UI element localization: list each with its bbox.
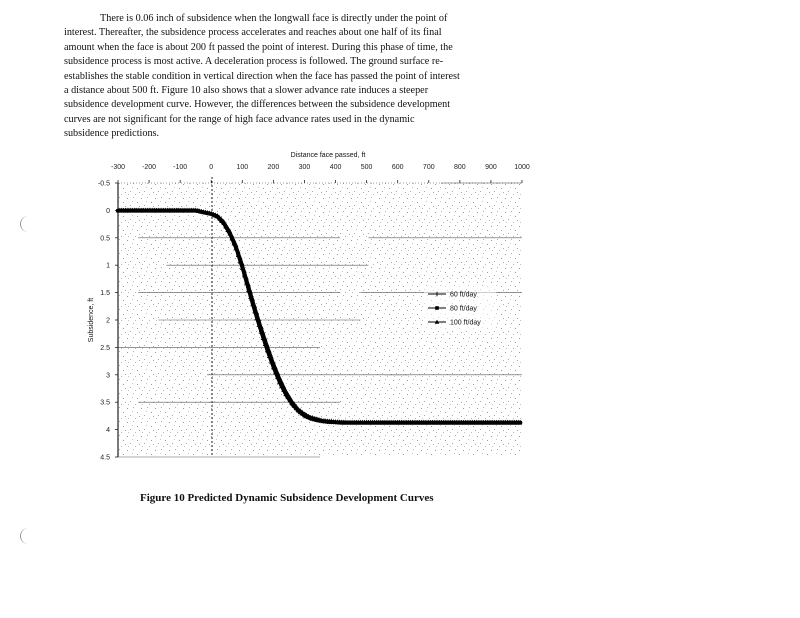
y-tick-label: 1 — [106, 262, 110, 270]
paragraph-line: subsidence predictions. — [64, 128, 160, 140]
y-tick-label: 0.5 — [100, 235, 110, 243]
figure-caption: Figure 10 Predicted Dynamic Subsidence Development Curves — [140, 492, 434, 504]
margin-mark — [20, 528, 33, 544]
paragraph-line: subsidence process is most active. A deceleration process is followed. The ground surface re- — [64, 56, 444, 68]
y-tick-label: 2 — [106, 317, 110, 325]
y-tick-label: -0.5 — [97, 180, 110, 188]
x-tick-label: 1000 — [514, 164, 530, 171]
x-tick-label: 200 — [267, 164, 280, 171]
y-tick-label: 3 — [106, 372, 110, 380]
x-tick-label: 500 — [360, 164, 373, 171]
paragraph-line: curves are not significant for the range of high face advance rates used in the dynamic — [64, 113, 415, 125]
legend-label: 100 ft/day — [450, 319, 481, 327]
x-axis-title: Distance face passed, ft — [290, 152, 366, 159]
x-tick-label: 600 — [391, 164, 404, 171]
x-tick-label: 400 — [329, 164, 342, 171]
y-axis-title: Subsidence, ft — [88, 297, 95, 343]
x-tick-label: 900 — [485, 164, 497, 171]
paragraph-line: establishes the stable condition in vertical direction when the face has passed the point of interest — [64, 70, 460, 82]
paragraph-line: a distance about 500 ft. Figure 10 also shows that a slower advance rate induces a steeper — [64, 85, 429, 97]
y-tick-label: 0 — [106, 207, 110, 215]
legend-label: 80 ft/day — [450, 305, 477, 313]
x-tick-label: 300 — [298, 164, 311, 171]
x-tick-label: 700 — [422, 164, 435, 171]
margin-mark — [20, 216, 33, 232]
series-point — [435, 306, 439, 310]
x-tick-label: -200 — [142, 164, 157, 171]
y-tick-label: 4.5 — [100, 454, 110, 462]
x-tick-label: 0 — [209, 164, 214, 171]
y-tick-label: 3.5 — [100, 399, 110, 407]
y-tick-label: 4 — [106, 427, 110, 435]
paragraph-line: subsidence development curve. However, the differences between the subsidence development — [64, 99, 451, 111]
y-tick-label: 2.5 — [100, 344, 110, 352]
y-tick-label: 1.5 — [100, 290, 110, 298]
x-tick-label: 800 — [454, 164, 466, 171]
paragraph-line: There is 0.06 inch of subsidence when the longwall face is directly under the point of — [100, 13, 448, 24]
x-tick-label: -300 — [110, 164, 126, 171]
x-tick-label: -100 — [173, 164, 188, 171]
x-tick-label: 100 — [236, 164, 249, 171]
paragraph-line: amount when the face is about 200 ft passed the point of interest. During this phase of time, the — [64, 41, 453, 53]
legend-label: 60 ft/day — [450, 291, 477, 299]
paragraph-line: interest. Thereafter, the subsidence process accelerates and reaches about one half of its final — [64, 27, 442, 39]
